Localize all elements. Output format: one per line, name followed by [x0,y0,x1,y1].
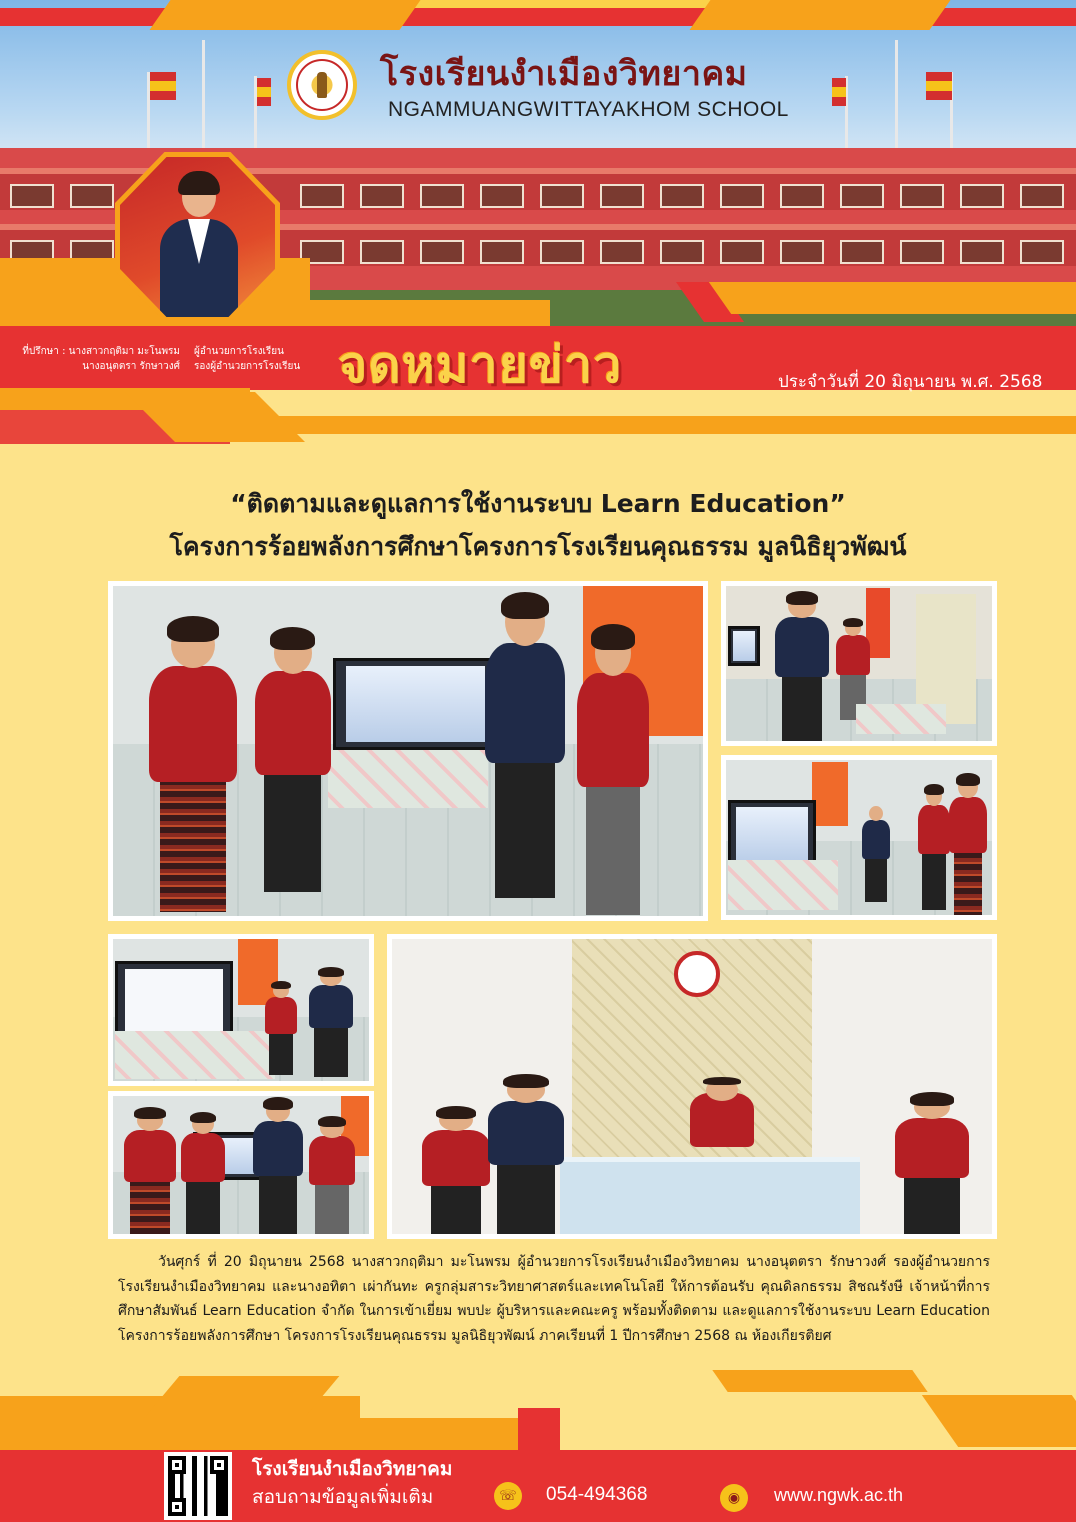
photo-screen-login [108,934,374,1086]
footer-school-name: โรงเรียนงำเมืองวิทยาคม [252,1458,453,1480]
flag-icon [150,72,176,100]
director-portrait [115,152,280,322]
advisor-position: ผู้อำนวยการโรงเรียน [194,346,284,357]
footer-phone[interactable]: 054-494368 [546,1484,648,1505]
article-subtitle: โครงการร้อยพลังการศึกษาโครงการโรงเรียนคุณธรรม มูลนิธิยุวพัฒน์ [169,532,907,561]
footer-more-info: สอบถามข้อมูลเพิ่มเติม [252,1486,434,1508]
phone-icon: ☏ [494,1482,522,1510]
issue-date: ประจำวันที่ 20 มิถุนายน พ.ศ. 2568 [778,372,1043,392]
school-name-english: NGAMMUANGWITTAYAKHOM SCHOOL [388,98,789,121]
photo-group-small [108,1091,374,1239]
footer-website-link[interactable]: www.ngwk.ac.th [774,1485,904,1505]
flag-icon [257,78,271,106]
photo-classroom-visit [721,755,997,920]
newsletter-label: จดหมายข่าว [338,336,623,394]
globe-icon: ◉ [720,1484,748,1512]
advisor-name: นางอนุตตรา รักษาวงศ์ [82,361,180,372]
flag-icon [926,72,952,100]
newsletter-header [0,0,1076,450]
flagpole [202,40,205,160]
article-body [118,1250,990,1348]
school-seal-logo [287,50,357,120]
article-paragraph: วันศุกร์ ที่ 20 มิถุนายน 2568 นางสาวกฤติมา มะโนพรม ผู้อำนวยการโรงเรียนงำเมืองวิทยาคม นางอนุตตรา รักษาวงศ์ รองผู้อำนวยการโรงเรียนงำเมืองวิทยาคม และนางอทิตา เผ่ากันทะ ครูกลุ่มสาระวิทยาศาสตร์และเทคโนโลยี ให้การต้อนรับ คุณดิลกธรรม สิชณรังษี เจ้าหน้าที่การศึกษาสัมพันธ์ Learn Education จำกัด ในการเข้าเยี่ยม พบปะ ผู้บริหารและคณะครู พร้อมทั้งติดตาม และดูแลการใช้งานระบบ Learn Education โครงการร้อยพลังการศึกษา โครงการโรงเรียนคุณธรรม มูลนิธิยุวพัฒน์ ภาคเรียนที่ 1 ปีการศึกษา 2568 ณ ห้องเกียรติยศ [118,1254,990,1344]
photo-group-main [108,581,708,921]
advisor-name: ที่ปรึกษา : นางสาวกฤติมา มะโนพรม [22,346,180,357]
qr-code[interactable] [164,1452,232,1520]
footer-bar [0,1450,1076,1522]
photo-meeting-room [387,934,997,1239]
photo-demo-laptop [721,581,997,746]
flag-icon [832,78,846,106]
advisors-list [20,344,300,374]
article-title: “ติดตามและดูแลการใช้งานระบบ Learn Education” [230,489,846,518]
advisor-position: รองผู้อำนวยการโรงเรียน [194,361,301,372]
school-name-thai: โรงเรียนงำเมืองวิทยาคม [380,54,748,94]
